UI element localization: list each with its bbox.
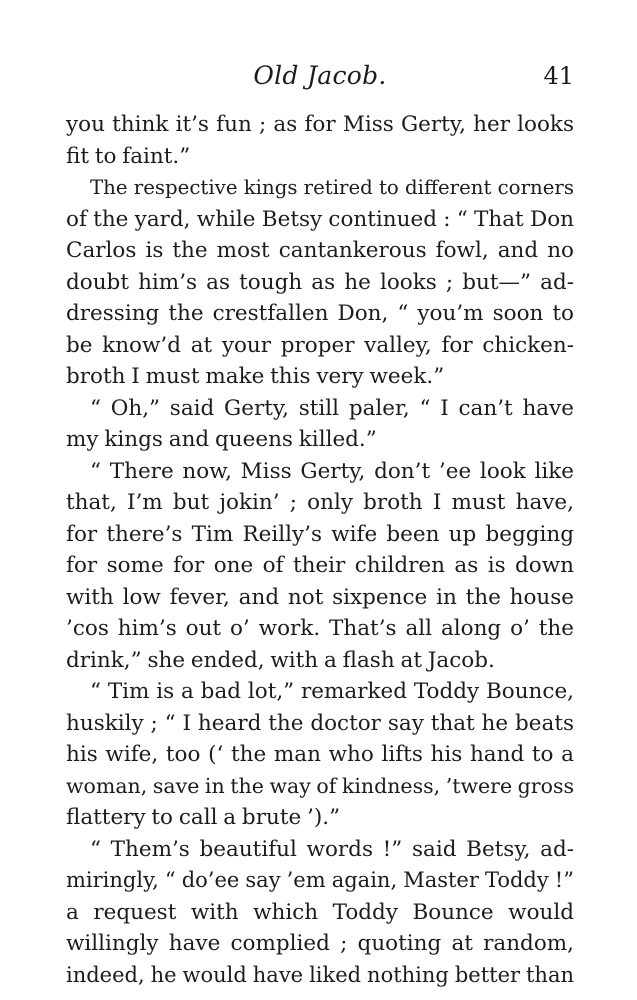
- text-line: broth I must make this very week.”: [66, 364, 445, 389]
- text-line: doubt him’s as tough as he looks ; but—” ad-: [66, 269, 574, 295]
- text-line: “ Tim is a bad lot,” remarked Toddy Bounce,: [90, 679, 574, 704]
- text-line: ’cos him’s out o’ work. That’s all along o’ the: [66, 616, 574, 641]
- text-line: for there’s Tim Reilly’s wife been up begging: [66, 521, 574, 547]
- text-line: The respective kings retired to different corners: [90, 176, 574, 199]
- running-title: Old Jacob.: [253, 61, 387, 90]
- text-line: that, I’m but jokin’ ; only broth I must have,: [66, 490, 574, 515]
- text-line: indeed, he would have liked nothing better than: [66, 962, 574, 987]
- text-line: a request with which Toddy Bounce would: [66, 899, 574, 925]
- text-line: fit to faint.”: [66, 143, 191, 169]
- body-text: [66, 109, 574, 991]
- text-line: drink,” she ended, with a flash at Jacob.: [66, 647, 495, 673]
- text-line: flattery to call a brute ’).”: [66, 805, 341, 830]
- page-number: 41: [543, 62, 574, 90]
- text-line: my kings and queens killed.”: [66, 427, 377, 452]
- text-line: huskily ; “ I heard the doctor say that he beats: [66, 710, 574, 736]
- text-line: his wife, too (‘ the man who lifts his hand to a: [66, 742, 574, 767]
- text-line: “ There now, Miss Gerty, don’t ’ee look like: [90, 458, 574, 484]
- text-line: you think it’s fun ; as for Miss Gerty, her looks: [66, 112, 574, 137]
- text-line: with low fever, and not sixpence in the house: [66, 584, 574, 610]
- text-line: be know’d at your proper valley, for chicken-: [66, 332, 574, 358]
- text-line: miringly, “ do’ee say ’em again, Master Toddy !”: [66, 868, 574, 892]
- text-line: for some for one of their children as is down: [66, 553, 574, 578]
- text-line: woman, save in the way of kindness, ’twere gross: [66, 773, 574, 798]
- text-line: Carlos is the most cantankerous fowl, and no: [66, 238, 574, 263]
- text-line: willingly have complied ; quoting at random,: [66, 931, 574, 956]
- text-line: of the yard, while Betsy continued : “ That Don: [66, 206, 574, 232]
- text-line: “ Oh,” said Gerty, still paler, “ I can’t have: [90, 395, 574, 421]
- running-head: [66, 58, 574, 98]
- text-line: “ Them’s beautiful words !” said Betsy, ad-: [90, 836, 574, 862]
- text-line: dressing the crestfallen Don, “ you’m soon to: [66, 301, 574, 326]
